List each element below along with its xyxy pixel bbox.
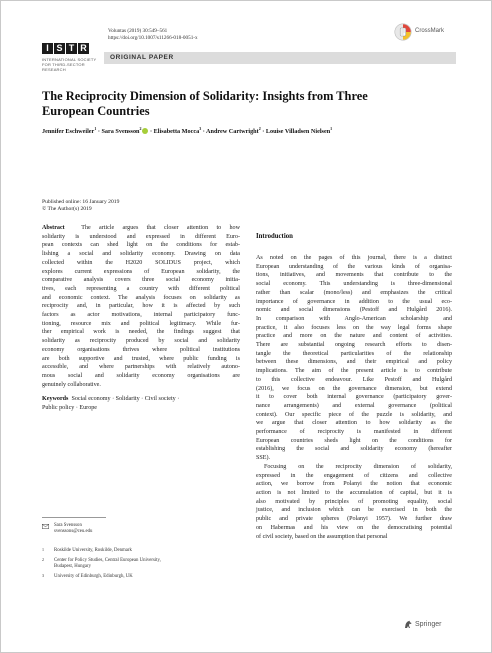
- springer-horse-icon: [404, 620, 413, 629]
- abstract-line: pean contexts can shed light on the conditions for estab-: [42, 242, 240, 249]
- author-separator: ·: [201, 128, 207, 135]
- intro-line: importance of governance in addition to the usual eco-: [256, 298, 452, 305]
- affiliation-text: Budapest, Hungary: [54, 564, 92, 569]
- keywords-line-1: Social economy · Solidarity · Civil society ·: [71, 396, 180, 402]
- author-name[interactable]: Elisabetta Mocca: [153, 128, 200, 135]
- affiliation-item: 1 Roskilde University, Roskilde, Denmark: [42, 548, 242, 554]
- abstract-line: reciprocity and, in particular, how it is affected by such: [42, 303, 240, 310]
- intro-line: European understanding of the various kinds of organisa-: [256, 263, 452, 270]
- logo-letter: R: [78, 43, 89, 54]
- abstract: [42, 224, 240, 389]
- abstract-line: tives, each representing a country with different political: [42, 285, 240, 292]
- logo-subtitle: INTERNATIONAL SOCIETY FOR THIRD-SECTOR RESEARCH: [42, 57, 97, 72]
- envelope-icon: [42, 524, 49, 529]
- affiliation-text: Roskilde University, Roskilde, Denmark: [54, 548, 132, 553]
- intro-line: performance of reciprocity is manifested in different: [256, 429, 452, 436]
- doi-link[interactable]: https://doi.org/10.1007/s11266-018-0051-x: [108, 35, 198, 41]
- abstract-line: lishing a social and solidarity economy. Drawing on data: [42, 251, 240, 258]
- article-type-banner: ORIGINAL PAPER: [104, 52, 456, 64]
- affiliation-item: 3 University of Edinburgh, Edinburgh, UK: [42, 574, 242, 580]
- author-affiliation-marker: 3: [199, 125, 202, 131]
- logo-letter: T: [66, 43, 77, 54]
- intro-text: [256, 254, 452, 541]
- correspondence-name: Sara Svensson: [54, 523, 82, 528]
- author-name[interactable]: Louise Villadsen Nielsen: [265, 128, 331, 135]
- journal-logo: [42, 38, 104, 72]
- abstract-line: tioning, resource mix and political legitimacy. While fur-: [42, 320, 240, 327]
- author-name[interactable]: Andrew Cartwright: [206, 128, 259, 135]
- title-line-2: European Countries: [42, 104, 150, 118]
- author-separator: ·: [148, 128, 154, 135]
- springer-label: Springer: [415, 621, 442, 628]
- intro-line: justice, and inclusion which can be exercised in both the: [256, 507, 452, 514]
- author-list: [42, 125, 462, 136]
- abstract-line: [42, 224, 240, 233]
- crossmark-label: CrossMark: [415, 28, 445, 34]
- intro-line: expressed in the engagement of citizens and collective: [256, 472, 452, 479]
- intro-line: implications. The aim of the present article is to contribute: [256, 368, 452, 375]
- abstract-line: and economic context. The analysis focuses on solidarity as: [42, 294, 240, 301]
- intro-line: tions, initiatives, and movements that contribute to the: [256, 272, 452, 279]
- abstract-line: mous social and solidarity economy organisations are: [42, 372, 240, 379]
- intro-line: (2016), we focus on the governance dimension, but extend: [256, 385, 452, 392]
- abstract-line: factors as actor motivations, internal participatory func-: [42, 312, 240, 319]
- crossmark-icon: [394, 23, 412, 41]
- intro-line: on Habermas and his view on the democratising potential: [256, 524, 452, 531]
- author-affiliation-marker: 2: [258, 125, 261, 131]
- intro-line: In comparison with Anglo-American scholarship and: [256, 315, 452, 322]
- crossmark-badge[interactable]: [394, 22, 454, 42]
- abstract-line: ther empirical work is needed, the findings suggest that: [42, 329, 240, 336]
- intro-line: nomic and social dimensions (Pestoff and Hulgård 2016).: [256, 307, 452, 314]
- author-separator: ·: [96, 128, 102, 135]
- intro-line: Focusing on the reciprocity dimension of solidarity,: [264, 463, 452, 470]
- intro-line: nance arrangements) and external governance (political: [256, 402, 452, 409]
- intro-line: practice and more on the nature and content of activities.: [256, 333, 452, 340]
- keywords: [42, 395, 240, 412]
- author-separator: ·: [260, 128, 266, 135]
- intro-line: action is not limited to the accumulation of capital, but it is: [256, 489, 452, 496]
- intro-line: tangle the theoretical particularities of the relationship: [256, 350, 452, 357]
- intro-line: of civil society, based on the assumption that personal: [256, 533, 388, 540]
- keywords-line-2: Public policy · Europe: [42, 404, 98, 411]
- abstract-line: solidarity is understood and expressed in different Euro-: [42, 233, 240, 240]
- intro-heading: Introduction: [256, 233, 293, 240]
- correspondence: [42, 523, 92, 535]
- title-line-1: The Reciprocity Dimension of Solidarity: Insights from Three: [42, 89, 368, 103]
- abstract-line: comparative analysis covers three social economy initia-: [42, 277, 240, 284]
- intro-line: context). Our specific piece of the puzzle is solidarity, and: [256, 411, 452, 418]
- article-title: [42, 89, 452, 119]
- published-date: Published online: 16 January 2019: [42, 199, 120, 205]
- author-affiliation-marker: 1: [94, 125, 97, 131]
- intro-line: social economy. This understanding is three-dimensional: [256, 281, 452, 288]
- abstract-line: economy organisations thrives where political institutions: [42, 346, 240, 353]
- intro-line: we argue that closer attention to how solidarity as the: [256, 420, 452, 427]
- logo-letter: I: [42, 43, 53, 54]
- intro-line: practice, it also focuses less on the way legal forms shape: [256, 324, 452, 331]
- intro-line: As noted on the pages of this journal, there is a distinct: [256, 255, 452, 261]
- abstract-line: collected within the H2020 SOLIDUS project, which: [42, 259, 240, 266]
- intro-line: to this collective endeavour. Like Pestoff and Hulgård: [256, 376, 452, 383]
- abstract-line: accessible, and where partnerships with relatively autono-: [42, 364, 240, 371]
- logo-letter: S: [54, 43, 65, 54]
- journal-citation: Voluntas (2019) 30:549–561: [108, 28, 168, 34]
- intro-line: also motivated by principles of promoting equality, social: [256, 498, 452, 505]
- intro-line: public and private spheres (Polanyi 1957). We further draw: [256, 516, 452, 523]
- author-name[interactable]: Jennifer Eschweiler: [42, 128, 95, 135]
- intro-line: establishing the social and solidarity economy (hereafter: [256, 446, 452, 453]
- intro-line: European countries sheds light on the conditions for: [256, 437, 452, 444]
- footnote-divider: [42, 517, 106, 518]
- intro-line: There are substantial ongoing research efforts to disen-: [256, 342, 452, 349]
- correspondence-email[interactable]: svenssons@ceu.edu: [54, 529, 93, 534]
- intro-line: it to cover both internal governance (participatory gover-: [256, 394, 452, 401]
- author-name[interactable]: Sara Svensson: [101, 128, 140, 135]
- author-affiliation-marker: 2: [139, 125, 142, 131]
- abstract-label: Abstract: [42, 225, 65, 231]
- keywords-label: Keywords: [42, 396, 69, 402]
- affiliation-item: 2 Center for Policy Studies, Central European University, Budapest, Hungary: [42, 558, 242, 570]
- intro-line: rather than scalar (mono/less) and emphasizes the critical: [256, 289, 452, 296]
- intro-line: SSE).: [256, 455, 271, 462]
- intro-line: between these dimensions, and their empirical and policy: [256, 359, 452, 366]
- abstract-line: solidarity as reciprocity produced by social and solidarity: [42, 338, 240, 345]
- affiliations: [42, 548, 242, 584]
- author-affiliation-marker: 1: [330, 125, 333, 131]
- intro-line: action, we borrow from Polanyi the notion that economic: [256, 481, 452, 488]
- abstract-line: explores current expressions of European solidarity, the: [42, 268, 240, 275]
- affiliation-text: Center for Policy Studies, Central European University,: [54, 558, 161, 563]
- abstract-line-text: The article argues that closer attention to how: [81, 225, 240, 231]
- copyright-notice: © The Author(s) 2019: [42, 206, 92, 212]
- affiliation-text: University of Edinburgh, Edinburgh, UK: [54, 574, 133, 579]
- abstract-line: are both supportive and trusted, where public funding is: [42, 355, 240, 362]
- abstract-line: genuinely collaborative.: [42, 381, 101, 388]
